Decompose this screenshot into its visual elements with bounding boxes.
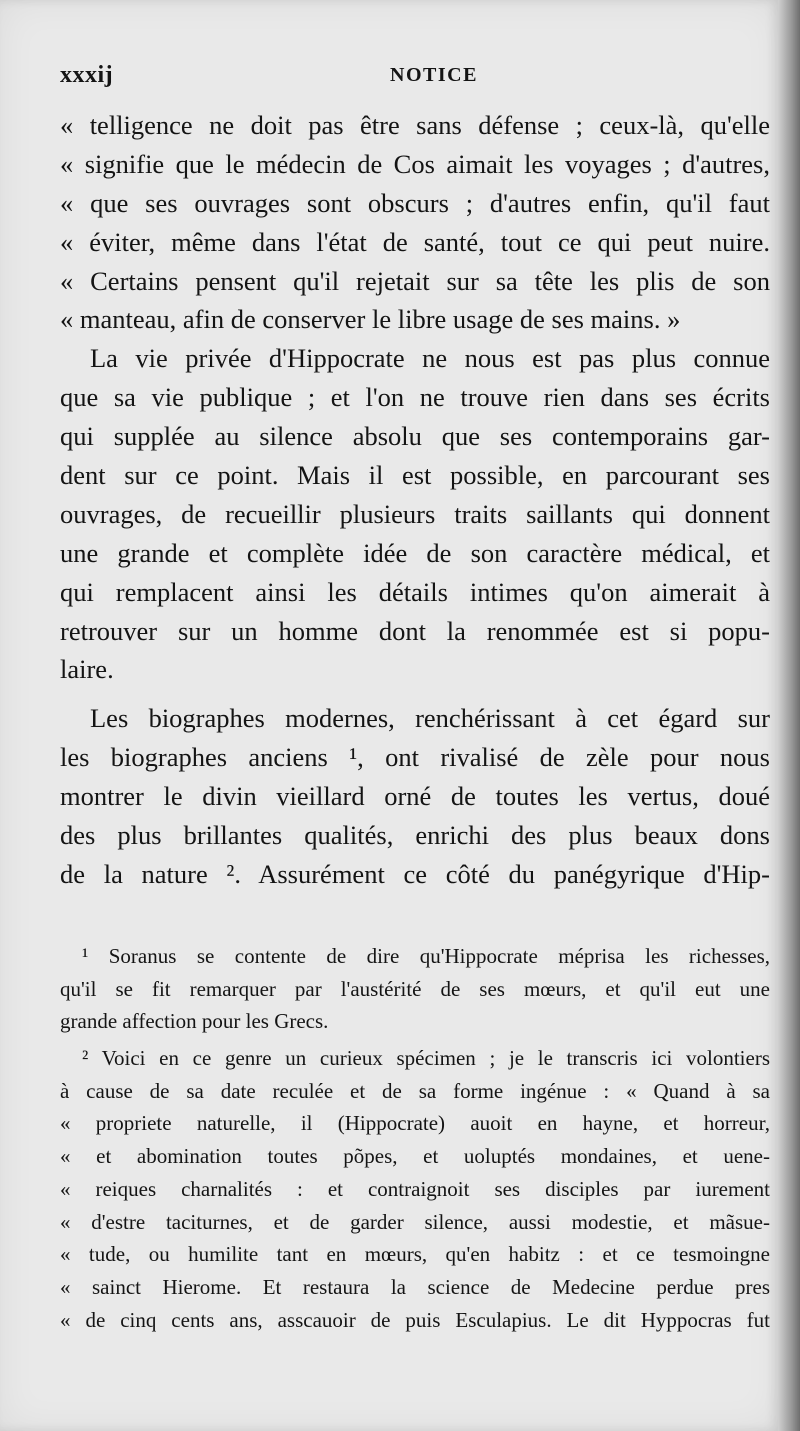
book-spine-shadow [778, 0, 800, 1431]
footnotes [60, 940, 770, 1336]
body-line: « manteau, afin de conserver le libre usage de ses mains. » [60, 304, 681, 335]
footnote-line: à cause de sa date reculée et de sa forme ingénue : « Quand à sa [60, 1078, 770, 1103]
footnote-line: « reiques charnalités : et contraignoit ses disciples par iurement [60, 1176, 770, 1201]
page-number: xxxij [60, 62, 114, 88]
body-line: une grande et complète idée de son caractère médical, et [60, 537, 770, 568]
paragraph-gap [60, 689, 770, 699]
body-line: qui supplée au silence absolu que ses contemporains gar- [60, 421, 770, 452]
footnote-line: « tude, ou humilite tant en mœurs, qu'en habitz : et ce tesmoingne [60, 1242, 770, 1267]
body-line: dent sur ce point. Mais il est possible, en parcourant ses [60, 460, 770, 491]
footnote-line: ² Voici en ce genre un curieux spécimen ; je le transcris ici volontiers [82, 1046, 770, 1071]
footnote-line: grande affection pour les Grecs. [60, 1009, 329, 1034]
body-line: laire. [60, 654, 114, 685]
footnote-line: « d'estre taciturnes, et de garder silence, aussi modestie, et mãsue- [60, 1209, 770, 1234]
body-line: retrouver sur un homme dont la renommée est si popu- [60, 615, 770, 646]
body-line: ouvrages, de recueillir plusieurs traits saillants qui donnent [60, 498, 770, 529]
body-line: qui remplacent ainsi les détails intimes qu'on aimerait à [60, 576, 770, 607]
page-header [60, 62, 750, 96]
body-line: de la nature ². Assurément ce côté du panégyrique d'Hip- [60, 858, 770, 889]
body-line: que sa vie publique ; et l'on ne trouve rien dans ses écrits [60, 382, 770, 413]
body-line: des plus brillantes qualités, enrichi des plus beaux dons [60, 820, 770, 851]
body-line: « Certains pensent qu'il rejetait sur sa tête les plis de son [60, 265, 770, 296]
body-text [60, 106, 770, 894]
body-line: « telligence ne doit pas être sans défense ; ceux-là, qu'elle [60, 110, 770, 140]
footnote-line: « et abomination toutes põpes, et uoluptés mondaines, et uene- [60, 1144, 770, 1169]
footnote-line: « sainct Hierome. Et restaura la science de Medecine perdue pres [60, 1274, 770, 1299]
body-line: « éviter, même dans l'état de santé, tout ce qui peut nuire. [60, 226, 770, 257]
body-line: « signifie que le médecin de Cos aimait les voyages ; d'autres, [60, 148, 770, 179]
paragraph-start-line: Les biographes modernes, renchérissant à cet égard sur [90, 703, 770, 734]
footnote-line: « propriete naturelle, il (Hippocrate) auoit en hayne, et horreur, [60, 1111, 770, 1136]
footnote-line: qu'il se fit remarquer par l'austérité de ses mœurs, et qu'il eut une [60, 976, 770, 1001]
body-line: les biographes anciens ¹, ont rivalisé de zèle pour nous [60, 742, 770, 773]
paragraph-start-line: La vie privée d'Hippocrate ne nous est pas plus connue [90, 343, 770, 374]
running-title: NOTICE [390, 64, 478, 86]
footnote-line: « de cinq cents ans, asscauoir de puis Esculapius. Le dit Hyppocras fut [60, 1307, 770, 1332]
body-line: montrer le divin vieillard orné de toutes les vertus, doué [60, 781, 770, 812]
body-line: « que ses ouvrages sont obscurs ; d'autres enfin, qu'il faut [60, 187, 770, 218]
footnote-line: ¹ Soranus se contente de dire qu'Hippocrate méprisa les richesses, [82, 944, 770, 968]
